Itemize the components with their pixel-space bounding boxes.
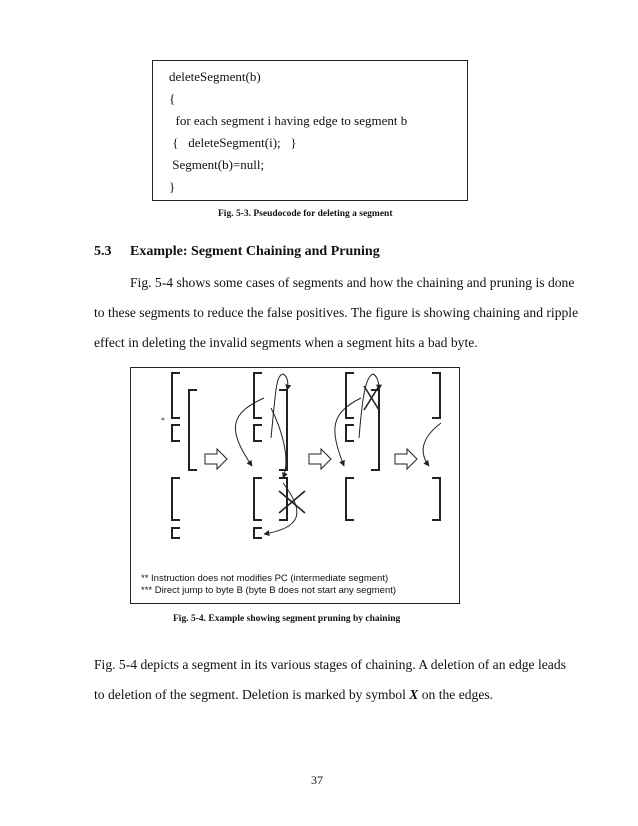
stage-transition-arrow <box>395 449 417 469</box>
page-number: 37 <box>311 773 323 787</box>
segment-bracket <box>254 528 262 538</box>
code-line-5: Segment(b)=null; <box>169 157 265 172</box>
chain-edge <box>264 483 297 534</box>
stage-transition-arrow <box>309 449 331 469</box>
paragraph-1-line-2: to these segments to reduce the false positives. The figure is showing chaining and ripple <box>94 305 579 320</box>
segment-bracket <box>189 390 197 470</box>
code-line-4: { deleteSegment(i); } <box>169 135 297 150</box>
segment-bracket <box>346 373 354 418</box>
chain-edge <box>423 423 441 466</box>
segment-bracket <box>254 425 262 441</box>
segment-bracket <box>371 390 379 470</box>
pseudocode-box <box>152 60 468 201</box>
segment-bracket <box>346 425 354 441</box>
star-marker: * <box>161 416 165 425</box>
section-number: 5.3 <box>94 244 112 259</box>
stage-transition-arrow <box>205 449 227 469</box>
segment-bracket <box>172 478 180 520</box>
segment-bracket <box>172 373 180 418</box>
segment-bracket <box>432 478 440 520</box>
segment-bracket <box>432 373 440 418</box>
segment-chaining-diagram <box>131 368 461 605</box>
segment-bracket <box>254 478 262 520</box>
deletion-cross <box>279 491 305 513</box>
paragraph-2-line-2 <box>94 687 493 703</box>
figure-5-3-caption: Fig. 5-3. Pseudocode for deleting a segment <box>218 209 393 219</box>
segment-bracket <box>172 528 180 538</box>
section-title: Example: Segment Chaining and Pruning <box>130 244 380 259</box>
segment-bracket <box>254 373 262 418</box>
paragraph-2-text-before: to deletion of the segment. Deletion is marked by symbol <box>94 687 410 702</box>
paragraph-2-text-after: on the edges. <box>418 687 494 702</box>
chain-edge <box>335 398 361 466</box>
figure-5-4-caption: Fig. 5-4. Example showing segment pruning by chaining <box>173 614 401 624</box>
chain-edge <box>235 398 264 466</box>
figure-5-4-box <box>130 367 460 604</box>
segment-bracket <box>172 425 180 441</box>
deletion-symbol: X <box>409 687 419 702</box>
code-line-1: deleteSegment(b) <box>169 69 261 84</box>
segment-bracket <box>279 478 287 520</box>
code-line-6: } <box>169 179 176 194</box>
figure-note-1: ** Instruction does not modifies PC (intermediate segment) <box>141 573 389 584</box>
code-line-3: for each segment i having edge to segment b <box>169 113 408 128</box>
figure-note-2: *** Direct jump to byte B (byte B does not start any segment) <box>141 585 397 596</box>
code-line-2: { <box>169 91 176 106</box>
paragraph-1-line-1: Fig. 5-4 shows some cases of segments and how the chaining and pruning is done <box>130 275 575 290</box>
segment-bracket <box>346 478 354 520</box>
paragraph-1-line-3: effect in deleting the invalid segments when a segment hits a bad byte. <box>94 335 478 350</box>
paragraph-2-line-1: Fig. 5-4 depicts a segment in its various stages of chaining. A deletion of an edge leads <box>94 657 566 672</box>
